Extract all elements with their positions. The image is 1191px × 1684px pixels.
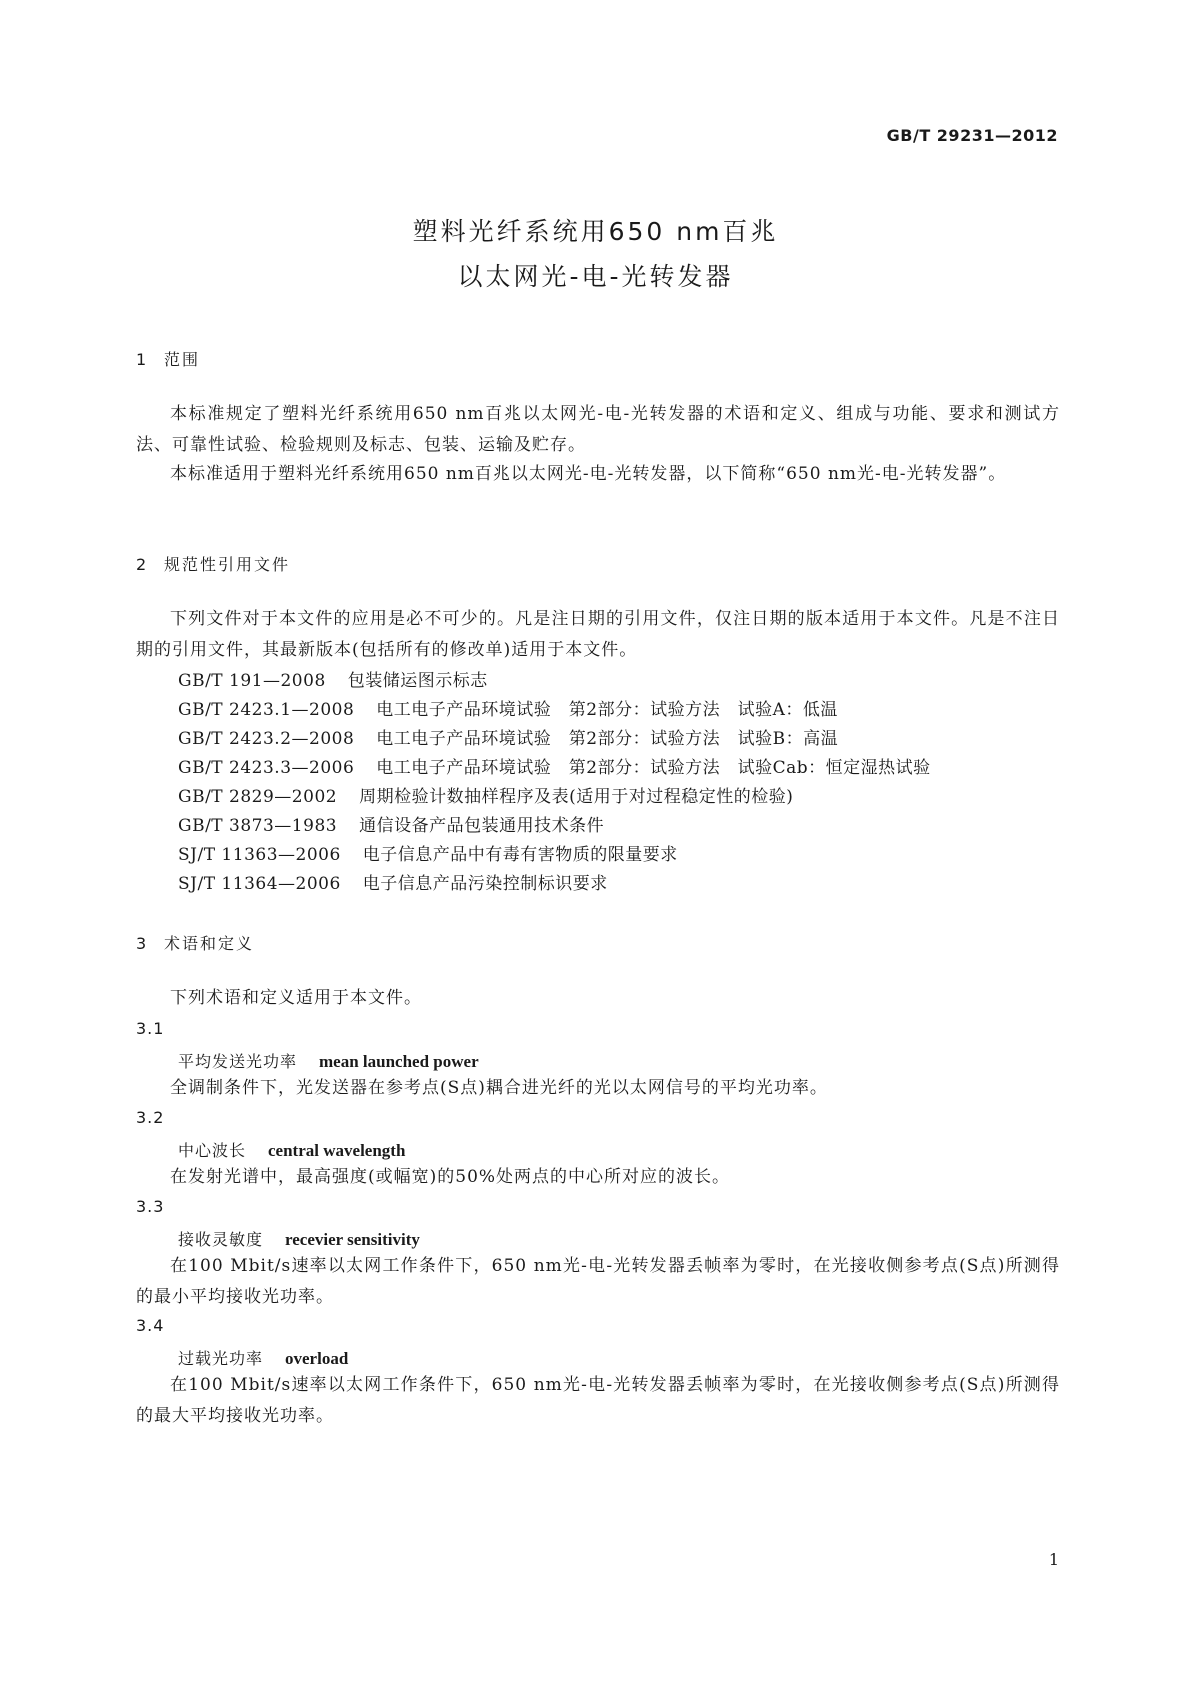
term-heading: 平均发送光功率 mean launched power — [178, 1052, 479, 1071]
term-definition: 在100 Mbit/s速率以太网工作条件下，650 nm光-电-光转发器丢帧率为零时，在光接收侧参考点(S点)所测得的最小平均接收光功率。 — [136, 1256, 1060, 1307]
section-1-paragraph-1: 本标准规定了塑料光纤系统用650 nm百兆以太网光-电-光转发器的术语和定义、组成与功能、要求和测试方法、可靠性试验、检验规则及标志、包装、运输及贮存。 — [136, 404, 1060, 455]
term-definition: 全调制条件下，光发送器在参考点(S点)耦合进光纤的光以太网信号的平均光功率。 — [170, 1078, 828, 1098]
reference-item: GB/T 2829—2002 周期检验计数抽样程序及表(适用于对过程稳定性的检验) — [178, 787, 794, 807]
section-title: 术语和定义 — [164, 934, 255, 953]
section-1-heading — [136, 347, 200, 370]
section-number: 1 — [136, 350, 147, 369]
term-heading: 中心波长 central wavelength — [178, 1141, 406, 1160]
clause-number: 3.1 — [136, 1019, 165, 1038]
term-heading: 接收灵敏度 recevier sensitivity — [178, 1230, 420, 1249]
reference-item: SJ/T 11363—2006 电子信息产品中有毒有害物质的限量要求 — [178, 845, 678, 865]
term-definition: 在发射光谱中，最高强度(或幅宽)的50%处两点的中心所对应的波长。 — [170, 1167, 731, 1187]
reference-item: GB/T 2423.2—2008 电工电子产品环境试验 第2部分：试验方法 试验B：高温 — [178, 729, 839, 749]
document-title-line2: 以太网光-电-光转发器 — [457, 262, 734, 291]
section-number: 3 — [136, 934, 147, 953]
section-2-intro: 下列文件对于本文件的应用是必不可少的。凡是注日期的引用文件，仅注日期的版本适用于本文件。凡是不注日期的引用文件，其最新版本(包括所有的修改单)适用于本文件。 — [136, 609, 1060, 660]
section-3-heading — [136, 931, 254, 954]
section-2-heading — [136, 552, 290, 575]
section-1-paragraph-2: 本标准适用于塑料光纤系统用650 nm百兆以太网光-电-光转发器，以下简称“650 nm光-电-光转发器”。 — [170, 464, 1007, 484]
clause-number: 3.3 — [136, 1197, 165, 1216]
clause-number: 3.4 — [136, 1316, 165, 1335]
section-title: 规范性引用文件 — [164, 555, 291, 574]
reference-item: SJ/T 11364—2006 电子信息产品污染控制标识要求 — [178, 874, 608, 894]
reference-item: GB/T 2423.1—2008 电工电子产品环境试验 第2部分：试验方法 试验A：低温 — [178, 700, 838, 720]
reference-item: GB/T 191—2008 包装储运图示标志 — [178, 671, 488, 691]
term-heading: 过载光功率 overload — [178, 1349, 349, 1368]
reference-item: GB/T 3873—1983 通信设备产品包装通用技术条件 — [178, 816, 605, 836]
standard-number: GB/T 29231—2012 — [886, 126, 1058, 145]
document-title-line1: 塑料光纤系统用650 nm百兆 — [412, 217, 779, 246]
clause-number: 3.2 — [136, 1108, 165, 1127]
section-3-intro: 下列术语和定义适用于本文件。 — [170, 988, 422, 1008]
section-number: 2 — [136, 555, 147, 574]
section-title: 范围 — [164, 350, 201, 369]
term-definition: 在100 Mbit/s速率以太网工作条件下，650 nm光-电-光转发器丢帧率为零时，在光接收侧参考点(S点)所测得的最大平均接收光功率。 — [136, 1375, 1060, 1426]
page-number: 1 — [1048, 1550, 1059, 1569]
reference-item: GB/T 2423.3—2006 电工电子产品环境试验 第2部分：试验方法 试验Cab：恒定湿热试验 — [178, 758, 931, 778]
